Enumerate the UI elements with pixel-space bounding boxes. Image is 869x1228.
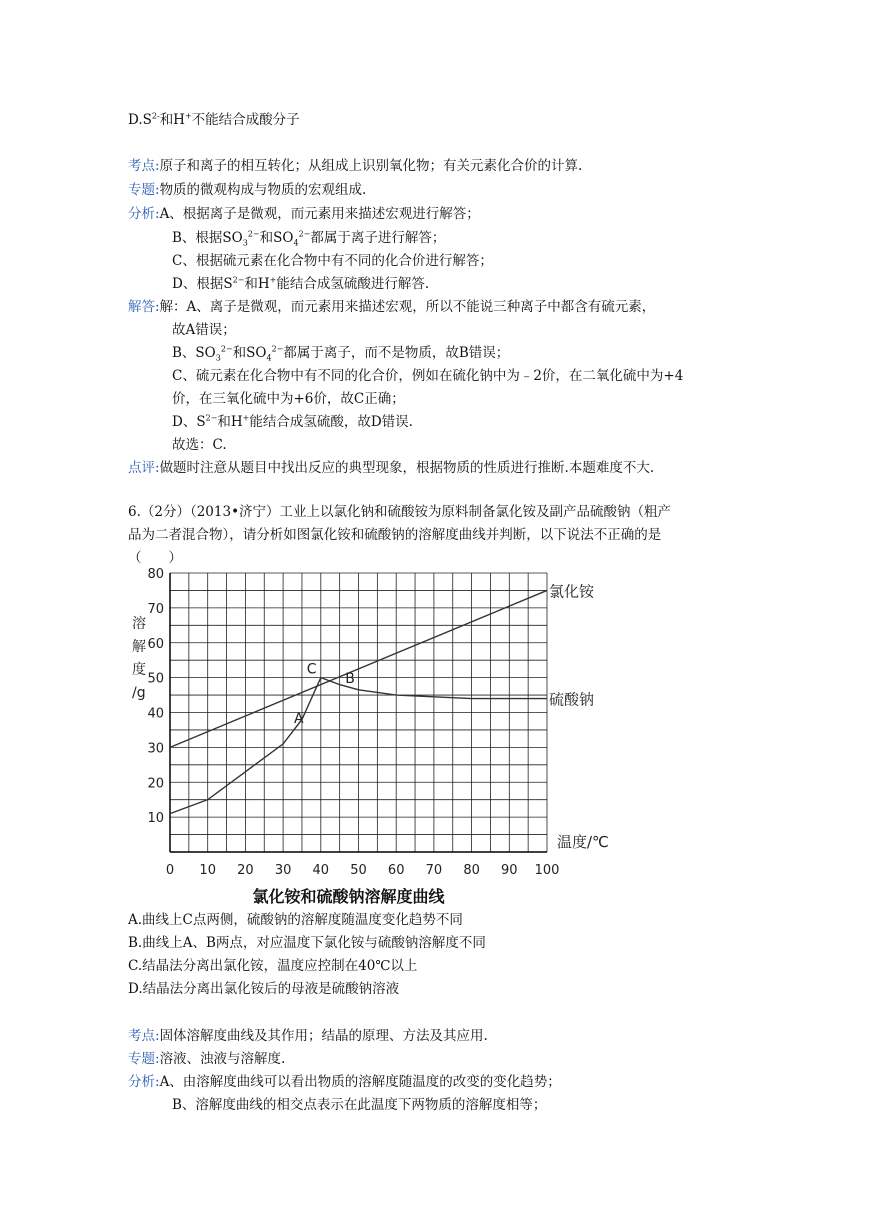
fenxi-row-c: C、根据硫元素在化合物中有不同的化合价进行解答； [172, 253, 493, 269]
y-tick-label: 40 [147, 706, 164, 722]
x-tick-label: 20 [237, 863, 254, 878]
dianping-label: 点评: [128, 460, 160, 476]
dianping-row: 点评:做题时注意从题目中找出反应的典型现象，根据物质的性质进行推断.本题难度不大. [128, 460, 655, 476]
fenxi-row-a [128, 202, 480, 222]
y-tick-label: 80 [147, 567, 164, 582]
jieda-label: 解答: [128, 299, 160, 315]
x-tick-label: 100 [534, 863, 560, 878]
jieda-row-4: C、硫元素在化合物中有不同的化合价，例如在硫化钠中为﹣2价，在二氧化硫中为+4 [172, 368, 684, 384]
fenxi2-row-a: 分析:A、由溶解度曲线可以看出物质的溶解度随温度的改变的变化趋势； [128, 1074, 561, 1090]
x-tick-label: 0 [165, 863, 175, 878]
kaodian2-row: 考点:固体溶解度曲线及其作用；结晶的原理、方法及其应用. [128, 1028, 488, 1044]
y-axis-label: 度 [132, 662, 146, 678]
zhuanti-label: 专题: [128, 182, 160, 198]
chart-grid [170, 573, 547, 852]
y-tick-label: 70 [147, 601, 164, 617]
prev-option-d: $D.S^{2-}$和H+不能结合成酸分子 [128, 111, 300, 128]
zhuanti-row [128, 178, 366, 198]
kaodian-label: 考点: [128, 158, 160, 174]
zhuanti-text: 物质的微观构成与物质的宏观组成. [159, 182, 367, 198]
q6-option-b: B.曲线上A、B两点，对应温度下氯化铵与硫酸钠溶解度不同 [128, 935, 486, 951]
x-tick-label: 80 [463, 863, 480, 878]
q6-stem-line2: 品为二者混合物），请分析如图氯化铵和硫酸钠的溶解度曲线并判断，以下说法不正确的是 [128, 527, 662, 543]
zhuanti2-label: 专题: [128, 1051, 160, 1067]
x-tick-label: 70 [425, 863, 443, 878]
kaodian-row [128, 154, 582, 174]
x-tick-label: 90 [501, 863, 518, 878]
q6-option-c: C.结晶法分离出氯化铵，温度应控制在40℃以上 [128, 958, 418, 974]
point-label: B [345, 671, 355, 688]
fenxi2-row-b: B、溶解度曲线的相交点表示在此温度下两物质的溶解度相等； [172, 1097, 547, 1113]
solubility-chart [120, 560, 620, 905]
q6-option-d: D.结晶法分离出氯化铵后的母液是硫酸钠溶液 [128, 981, 400, 997]
series-label: 硫酸钠 [549, 690, 595, 709]
fenxi-text: A、根据离子是微观，而元素用来描述宏观进行解答； [159, 206, 480, 222]
fenxi-label: 分析: [128, 206, 160, 222]
x-tick-label: 10 [199, 863, 216, 878]
y-tick-label: 50 [147, 671, 164, 687]
y-tick-label: 20 [147, 776, 164, 792]
q6-stem-line3: （ ） [128, 550, 182, 566]
y-axis-label: 解 [132, 639, 146, 655]
jieda-row-1: 解答:解：A、离子是微观，而元素用来描述宏观，所以不能说三种离子中都含有硫元素， [128, 299, 656, 315]
x-axis-label: 温度/℃ [557, 833, 609, 851]
q6-stem-line1: 6.（2分）（2013•济宁）工业上以氯化钠和硫酸铵为原料制备氯化铵及副产品硫酸钠（粗产 [128, 504, 672, 520]
jieda-row-2: 故A错误； [172, 322, 236, 338]
x-tick-label: 50 [350, 863, 367, 878]
jieda-row-6: D、$S^{2-}$和H+能结合成氢硫酸，故D错误. [172, 413, 413, 430]
jieda-row-5: 价，在三氧化硫中为+6价，故C正确； [172, 391, 405, 407]
zhuanti2-row: 专题:溶液、浊液与溶解度. [128, 1051, 286, 1067]
y-tick-label: 60 [147, 636, 164, 652]
y-tick-label: 30 [147, 741, 164, 757]
point-label: C [306, 661, 317, 678]
kaodian2-label: 考点: [128, 1028, 160, 1044]
kaodian-text: 原子和离子的相互转化；从组成上识别氧化物；有关元素化合价的计算. [159, 158, 583, 174]
jieda-row-7: 故选：C. [172, 437, 227, 453]
x-tick-label: 40 [312, 863, 330, 878]
chart-title: 氯化铵和硫酸钠溶解度曲线 [252, 887, 445, 905]
y-tick-label: 10 [147, 811, 164, 827]
chart-labels [132, 567, 609, 905]
x-tick-label: 60 [387, 863, 405, 878]
fenxi2-label: 分析: [128, 1074, 160, 1090]
y-axis-label: 溶 [132, 616, 146, 632]
jieda-row-3: B、$SO_3^{2-}$和$SO_4^{2-}$都属于离子，而不是物质，故B错误； [172, 344, 510, 363]
q6-option-a: A.曲线上C点两侧，硫酸钠的溶解度随温度变化趋势不同 [128, 912, 463, 928]
x-tick-label: 30 [274, 863, 292, 878]
series-label: 氯化铵 [549, 582, 595, 601]
y-axis-label: /g [132, 685, 146, 701]
fenxi-row-d: D、根据$S^{2-}$和H+能结合成氢硫酸进行解答. [172, 275, 430, 292]
fenxi-row-b: B、根据$SO_3^{2-}$和$SO_4^{2-}$都属于离子进行解答； [172, 229, 446, 248]
point-label: A [293, 711, 304, 728]
